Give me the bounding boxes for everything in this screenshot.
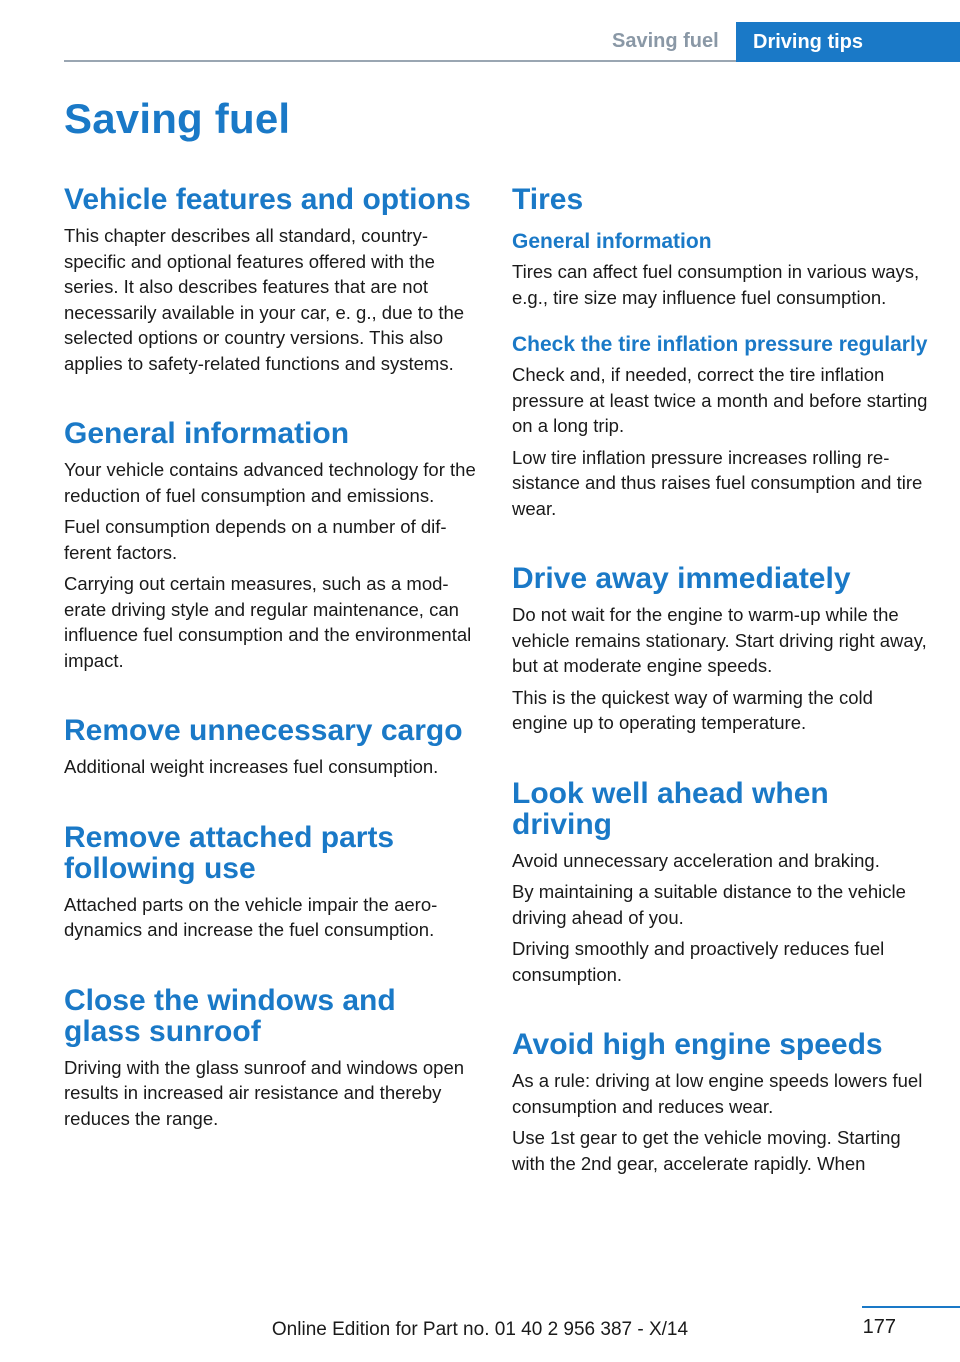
section-heading-vehicle-features: Vehicle features and options bbox=[64, 183, 471, 216]
paragraph: By maintaining a suitable distance to the vehicle driving ahead of you. bbox=[512, 881, 906, 928]
paragraph: Do not wait for the engine to warm-up while the vehicle remains stationary. Start driving right away, but at moderate engine speeds. bbox=[512, 604, 927, 676]
paragraph: Driving smoothly and proactively reduces fuel consumption. bbox=[512, 938, 885, 985]
paragraph: As a rule: driving at low engine speeds lowers fuel consumption and reduces wear. bbox=[512, 1070, 923, 1117]
section-heading-general-information: General information bbox=[64, 417, 350, 450]
edition-footer: Online Edition for Part no. 01 40 2 956 387 - X/14 bbox=[271, 1319, 689, 1340]
paragraph: This chapter describes all standard, country-specific and optional features offered with the series. It also describes features that are not necessarily available in your car, e. g., due to the selected options or country versions. This also applies to safety-related functions and systems. bbox=[64, 225, 465, 374]
page-number: 177 bbox=[862, 1316, 896, 1338]
section-heading-drive-away: Drive away immediately bbox=[512, 562, 851, 595]
subheading-general-information: General information bbox=[512, 230, 712, 253]
left-column bbox=[64, 184, 480, 1137]
section-heading-remove-cargo: Remove unnecessary cargo bbox=[64, 714, 463, 747]
paragraph: Attached parts on the vehicle impair the aerodynamics and increase the fuel consumption. bbox=[64, 893, 438, 940]
section-heading-look-ahead: Look well ahead when driving bbox=[512, 776, 829, 841]
paragraph: Additional weight increases fuel consumption. bbox=[64, 756, 439, 777]
section-heading-remove-attached-parts: Remove attached parts following use bbox=[64, 820, 395, 885]
paragraph: Fuel consumption depends on a number of different factors. bbox=[64, 516, 447, 563]
right-column bbox=[512, 184, 928, 1182]
header-chapter-tab: Driving tips bbox=[736, 22, 960, 62]
header-section-label: Saving fuel bbox=[612, 30, 719, 52]
paragraph: Your vehicle contains advanced technology for the reduction of fuel consumption and emissions. bbox=[64, 459, 476, 506]
footer-rule bbox=[862, 1306, 960, 1308]
paragraph: Carrying out certain measures, such as a moderate driving style and regular maintenance, can influence fuel consumption and the environmental impact. bbox=[64, 573, 472, 671]
paragraph: This is the quickest way of warming the cold engine up to operating temperature. bbox=[512, 686, 873, 733]
section-heading-avoid-high-speeds: Avoid high engine speeds bbox=[512, 1028, 883, 1061]
paragraph: Driving with the glass sunroof and windows open results in increased air resistance and thereby reduces the range. bbox=[64, 1056, 465, 1129]
page-title: Saving fuel bbox=[64, 95, 291, 142]
section-heading-close-windows: Close the windows and glass sunroof bbox=[64, 983, 396, 1048]
paragraph: Tires can affect fuel consumption in various ways, e.g., tire size may influence fuel consumption. bbox=[512, 261, 920, 308]
section-heading-tires: Tires bbox=[512, 183, 584, 216]
paragraph: Check and, if needed, correct the tire inflation pressure at least twice a month and before starting on a long trip. bbox=[512, 364, 928, 436]
paragraph: Use 1st gear to get the vehicle moving. Starting with the 2nd gear, accelerate rapidly. When bbox=[512, 1127, 901, 1174]
paragraph: Low tire inflation pressure increases rolling resistance and thus raises fuel consumption and tire wear. bbox=[512, 446, 923, 519]
paragraph: Avoid unnecessary acceleration and braking. bbox=[512, 849, 880, 871]
subheading-check-tire-pressure: Check the tire inflation pressure regularly bbox=[512, 333, 928, 356]
